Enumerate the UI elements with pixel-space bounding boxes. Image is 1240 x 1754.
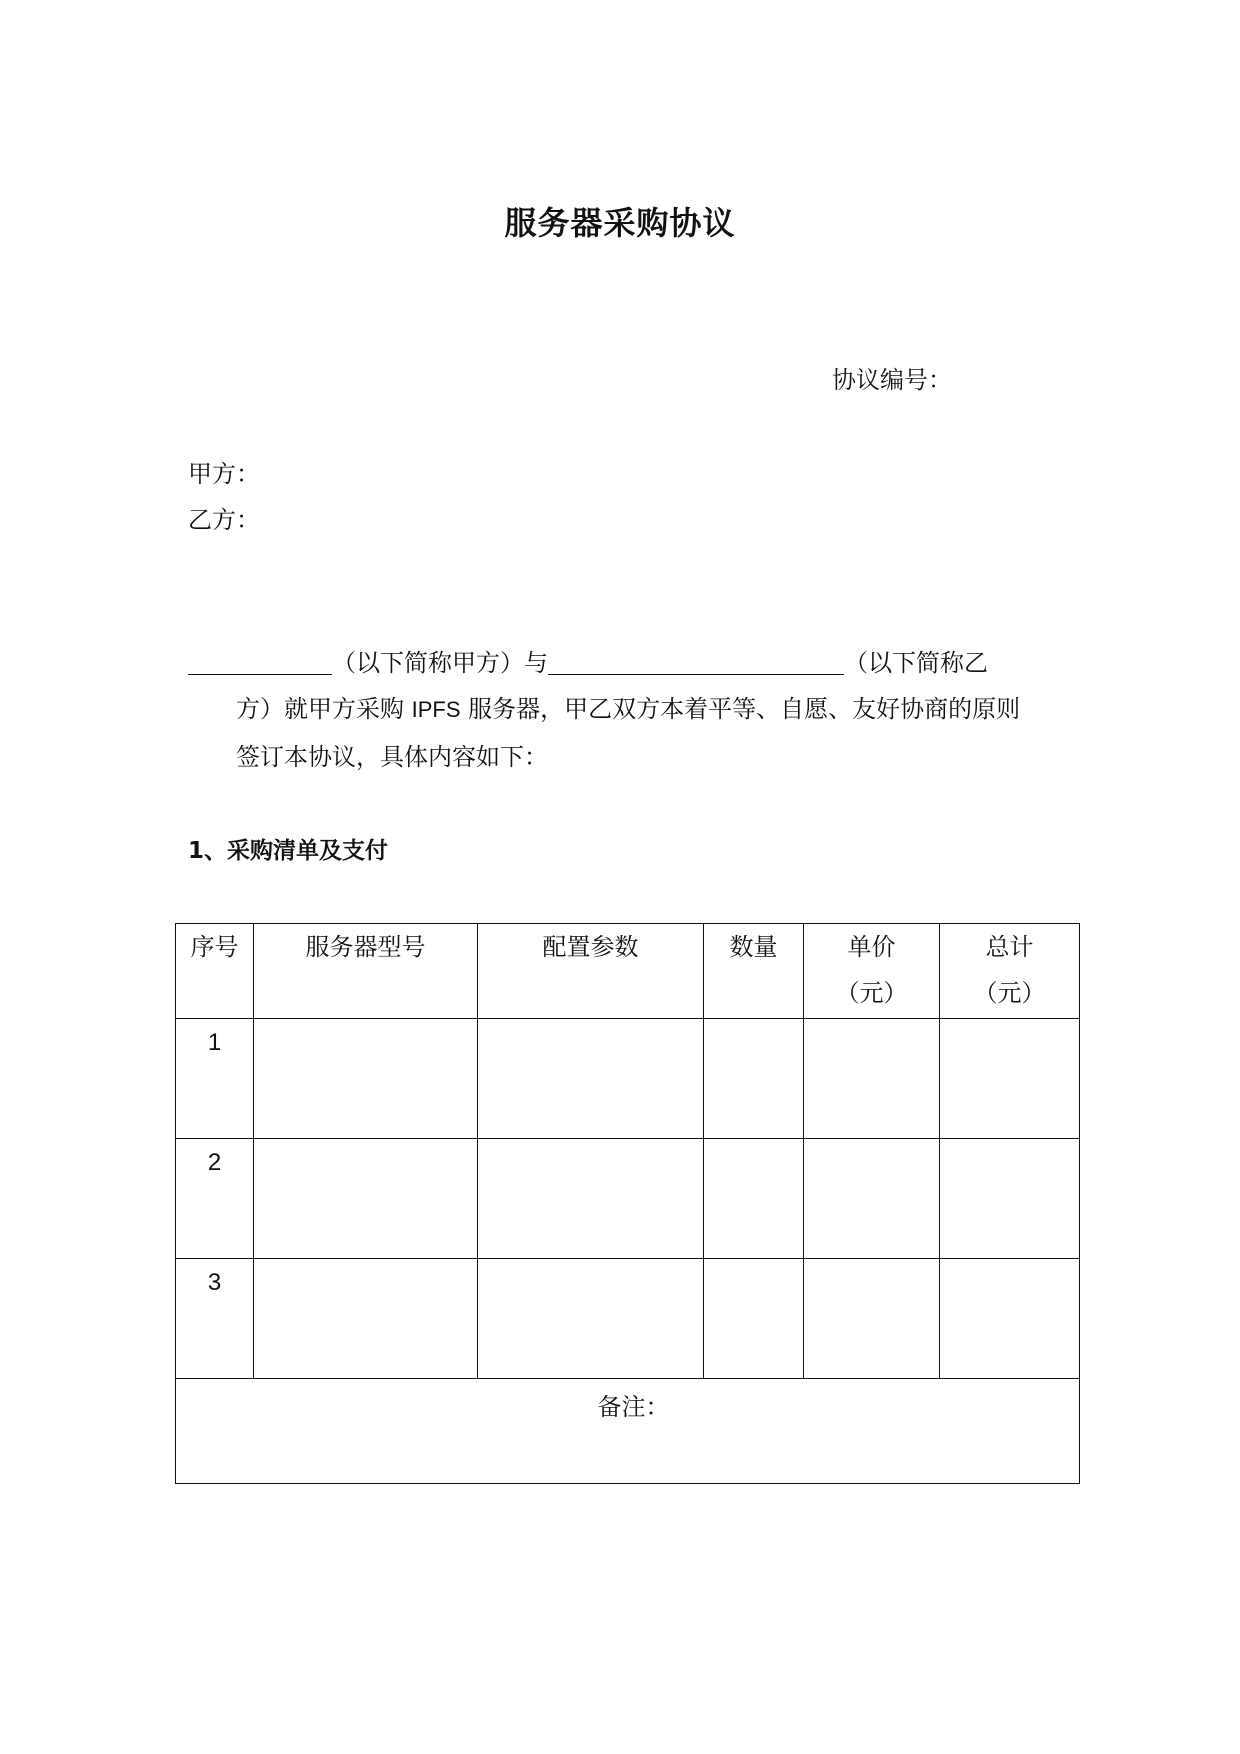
table-row [176,1139,1080,1259]
party-a-label: 甲方： [188,460,260,488]
intro-text-1a: （以下简称甲方）与 [332,649,548,677]
agreement-number-label: 协议编号： [832,366,952,394]
header-total [940,924,1080,1019]
section-heading-purchase-list: 1、采购清单及支付 [188,838,389,864]
intro-text-2a: 方）就甲方采购 [236,695,412,723]
row-total-cell[interactable] [940,1019,1080,1139]
party-b-blank[interactable] [548,650,844,675]
notes-cell[interactable] [176,1379,1080,1484]
header-model [254,924,478,1019]
intro-text-ipfs: IPFS [411,697,461,722]
intro-line-2 [236,689,1020,724]
row-quantity-cell[interactable] [704,1019,804,1139]
header-unit-price [804,924,940,1019]
header-unit-price-unit: （元） [835,979,908,1007]
row-quantity-cell[interactable] [704,1139,804,1259]
header-index [176,924,254,1019]
row-index: 3 [176,1259,254,1379]
header-index-label: 序号 [190,933,239,961]
purchase-table [175,923,1080,1484]
intro-text-1b: （以下简称乙 [844,649,988,677]
table-header-row [176,924,1080,1019]
row-model-cell[interactable] [254,1019,478,1139]
header-total-label: 总计 [985,933,1034,961]
row-index: 1 [176,1019,254,1139]
header-config [478,924,704,1019]
row-total-cell[interactable] [940,1139,1080,1259]
notes-row [176,1379,1080,1484]
row-index: 2 [176,1139,254,1259]
party-b-label: 乙方： [188,506,260,534]
row-model-cell[interactable] [254,1259,478,1379]
header-total-unit: （元） [973,979,1046,1007]
party-a-blank[interactable] [188,650,332,675]
row-unit-price-cell[interactable] [804,1019,940,1139]
intro-text-2b: 服务器，甲乙双方本着平等、自愿、友好协商的原则 [460,695,1021,723]
header-config-label: 配置参数 [542,933,639,961]
notes-label: 备注： [597,1393,670,1421]
row-quantity-cell[interactable] [704,1259,804,1379]
row-unit-price-cell[interactable] [804,1259,940,1379]
row-unit-price-cell[interactable] [804,1139,940,1259]
header-model-label: 服务器型号 [305,933,426,961]
row-config-cell[interactable] [478,1139,704,1259]
row-total-cell[interactable] [940,1259,1080,1379]
table-row [176,1019,1080,1139]
header-unit-price-label: 单价 [847,933,896,961]
document-title: 服务器采购协议 [504,204,736,242]
row-model-cell[interactable] [254,1139,478,1259]
row-config-cell[interactable] [478,1019,704,1139]
table-row [176,1259,1080,1379]
header-quantity-label: 数量 [729,933,778,961]
intro-line-1 [188,643,988,678]
row-config-cell[interactable] [478,1259,704,1379]
intro-line-3: 签订本协议，具体内容如下： [236,743,548,771]
header-quantity [704,924,804,1019]
